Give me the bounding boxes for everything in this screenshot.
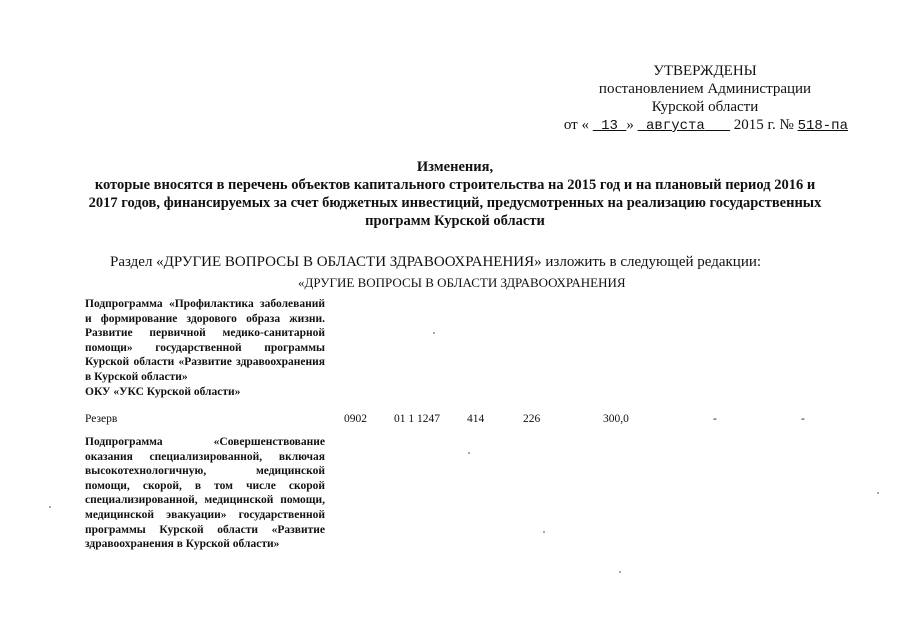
- row-amount-2016: -: [713, 413, 717, 425]
- scan-speck: [877, 492, 879, 494]
- title-line-1: Изменения,: [416, 159, 494, 175]
- approval-stamp: [540, 62, 870, 135]
- customer-name: ОКУ «УКС Курской области»: [85, 385, 241, 398]
- scan-speck: [619, 571, 621, 573]
- row-kosgu: 226: [523, 413, 541, 425]
- approval-heading: УТВЕРЖДЕНЫ: [653, 63, 757, 79]
- row-section-code: 0902: [344, 413, 367, 425]
- approval-date-line: [540, 116, 848, 135]
- date-day-close: »: [626, 117, 634, 133]
- scan-speck: [543, 531, 545, 533]
- subprogram-1-text: Подпрограмма «Профилактика заболеваний и формирование здорового образа жизни. Развитие первичной медико-санитарной помощи» государственной программы Курской области «Развитие здравоохранения в Курской области»: [85, 298, 325, 383]
- document-title: [60, 158, 850, 230]
- resolution-number: 518-па: [797, 118, 848, 134]
- date-prefix: от «: [563, 117, 589, 133]
- scan-speck: [49, 506, 51, 508]
- section-heading: «ДРУГИЕ ВОПРОСЫ В ОБЛАСТИ ЗДРАВООХРАНЕНИЯ: [298, 275, 626, 290]
- subprogram-block-2: [85, 435, 325, 552]
- row-kvr: 414: [467, 413, 485, 425]
- row-amount-2017: -: [801, 413, 805, 425]
- title-line-3: 2017 годов, финансируемых за счет бюджетных инвестиций, предусмотренных на реализацию государственных: [88, 195, 822, 211]
- scan-speck: [468, 452, 470, 454]
- row-amount-2015: 300,0: [603, 413, 629, 425]
- row-article-code: 01 1 1247: [394, 413, 440, 425]
- title-line-4: программ Курской области: [365, 213, 545, 229]
- date-month: августа: [646, 118, 705, 134]
- section-instruction: Раздел «ДРУГИЕ ВОПРОСЫ В ОБЛАСТИ ЗДРАВООХРАНЕНИЯ» изложить в следующей редакции:: [110, 254, 762, 270]
- date-year: 2015 г. №: [733, 117, 794, 133]
- date-day: 13: [601, 118, 618, 134]
- subprogram-2-text: Подпрограмма «Совершенствование оказания специализированной, включая высокотехнологичную, медицинской помощи, скорой, в том числе скорой специализированной, медицинской помощи, медицинской эвакуации» государственной программы Курской области «Развитие здравоохранения в Курской области»: [85, 436, 325, 551]
- scan-speck: [433, 332, 435, 334]
- subprogram-block-1: [85, 297, 325, 399]
- table-row: [85, 413, 825, 429]
- approval-line-1: постановлением Администрации: [598, 81, 812, 97]
- row-label: Резерв: [85, 413, 118, 425]
- approval-line-2: Курской области: [651, 99, 759, 115]
- title-line-2: которые вносятся в перечень объектов капитального строительства на 2015 год и на плановый период 2016 и: [94, 177, 816, 193]
